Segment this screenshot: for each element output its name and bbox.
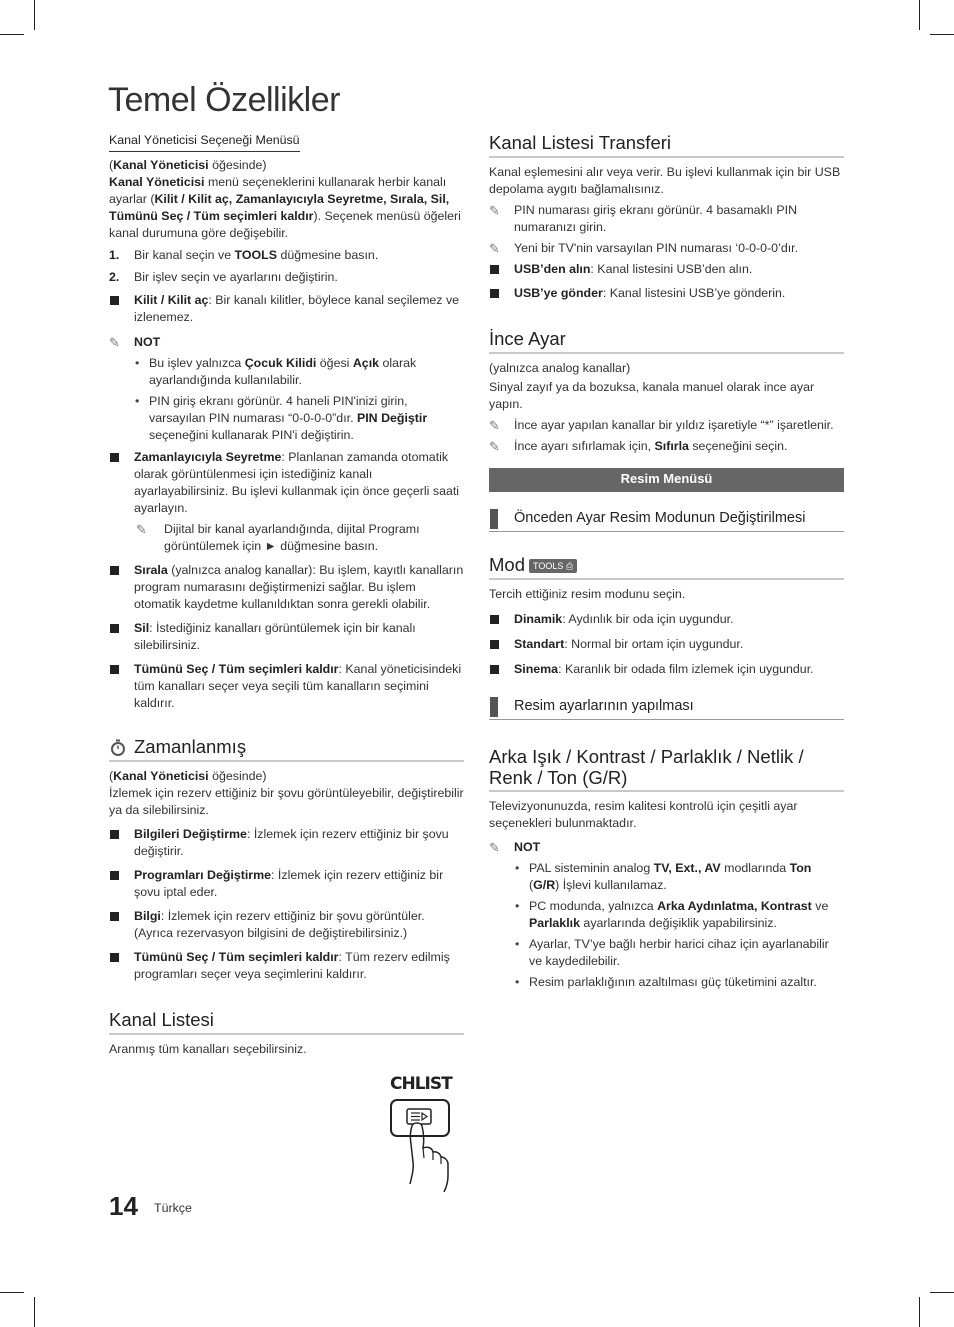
kanal-listesi-text: Aranmış tüm kanalları seçebilirsiniz. xyxy=(109,1042,307,1056)
note-icon: ✎ xyxy=(489,241,500,256)
chlist-label: CHLIST xyxy=(390,1074,452,1094)
page-language: Türkçe xyxy=(154,1201,192,1215)
note-item: ✎ PIN numarası giriş ekranı görünür. 4 basamaklı PIN numaranızı girin. xyxy=(489,203,798,234)
note-icon: ✎ xyxy=(489,418,500,433)
crop-mark xyxy=(930,34,954,35)
note-icon: ✎ xyxy=(136,522,147,537)
section-heading-transfer: Kanal Listesi Transferi xyxy=(489,132,844,158)
context-line: (Kanal Yöneticisi öğesinde) xyxy=(109,158,267,172)
resim-menu-bar: Resim Menüsü xyxy=(489,468,844,492)
page-number: 14 xyxy=(109,1191,138,1221)
note-icon: ✎ xyxy=(109,335,120,350)
note-icon: ✎ xyxy=(489,203,500,218)
page-title: Temel Özellikler xyxy=(108,81,340,119)
list-item: Sil: İstediğiniz kanalları görüntülemek için bir kanalı silebilirsiniz. xyxy=(109,620,464,654)
zamanlanmis-intro: İzlemek için rezerv ettiğiniz bir şovu görüntüleyebilir, değiştirebilir ya da silebilirsiniz. xyxy=(109,786,464,817)
section-heading-zamanlanmis: Zamanlanmış xyxy=(109,736,464,762)
note-item: ✎ İnce ayar yapılan kanallar bir yıldız işaretiyle “*” işaretlenir. xyxy=(489,418,834,433)
note-item: • Resim parlaklığının azaltılması güç tüketimini azaltır. xyxy=(489,974,844,991)
step-item: 2. Bir işlev seçin ve ayarlarını değiştirin. xyxy=(109,270,338,284)
crop-mark xyxy=(34,0,35,30)
crop-mark xyxy=(0,1292,24,1293)
list-item: Zamanlayıcıyla Seyretme: Planlanan zamanda otomatik olarak görüntülenmesi için istediğiniz kanalı ayarlayabilirsiniz. Bu işlevi kullanmak için önce geçerli saati ayarlayın. xyxy=(109,449,464,517)
subsection-title: Kanal Yöneticisi Seçeneği Menüsü xyxy=(109,132,300,152)
ince-intro: Sinyal zayıf ya da bozuksa, kanala manuel olarak ince ayar yapın. xyxy=(489,380,815,411)
transfer-intro: Kanal eşlemesini alır veya verir. Bu işlevi kullanmak için bir USB depolama aygıtı bağlamalısınız. xyxy=(489,165,841,196)
note-item: ✎ Yeni bir TV'nin varsayılan PIN numarası ‘0-0-0-0’dır. xyxy=(489,241,799,256)
note-icon: ✎ xyxy=(489,439,500,454)
intro-text: Kanal Yöneticisi menü seçeneklerini kullanarak herbir kanalı ayarlar (Kilit / Kilit aç, Zamanlayıcıyla Seyretme, Sırala, Sil, Tümünü Seç / Tüm seçimleri kaldır). Seçenek menüsü öğeleri kanal durumuna göre değişebilir. xyxy=(109,175,461,240)
arka-intro: Televizyonunuzda, resim kalitesi kontrolü için çeşitli ayar seçenekleri bulunmaktadır. xyxy=(489,799,798,830)
list-item: Sırala (yalnızca analog kanallar): Bu işlem, kayıtlı kanalların program numarasını değiştirmenizi sağlar. Bu işlem otomatik kaydetme kullanıldıktan sonra gerekli olabilir. xyxy=(109,562,464,613)
section-heading-mod: Mod TOOLS ⎙ xyxy=(489,554,844,580)
step-item: 1. Bir kanal seçin ve TOOLS düğmesine basın. xyxy=(109,248,379,262)
list-item: Dinamik: Aydınlık bir oda için uygundur. xyxy=(489,611,844,628)
list-item: Kilit / Kilit aç: Bir kanalı kilitler, böylece kanal seçilemez ve izlenemez. xyxy=(109,292,464,326)
note-item: • Ayarlar, TV’ye bağlı herbir harici cihaz için ayarlanabilir ve kaydedilebilir. xyxy=(489,936,844,970)
note-item: • PAL sisteminin analog TV, Ext., AV modlarında Ton (G/R) İşlevi kullanılamaz. xyxy=(489,860,844,894)
list-item: Programları Değiştirme: İzlemek için rezerv ettiğiniz bir şovu iptal eder. xyxy=(109,867,464,901)
chlist-remote-illustration xyxy=(386,1072,456,1190)
crop-mark xyxy=(34,1297,35,1327)
clock-icon xyxy=(109,739,127,757)
list-item: Bilgi: İzlemek için rezerv ettiğiniz bir şovu görüntüler. (Ayrıca rezervasyon bilgisini de değiştirebilirsiniz.) xyxy=(109,908,464,942)
crop-mark xyxy=(930,1292,954,1293)
context-line: (Kanal Yöneticisi öğesinde) xyxy=(109,769,267,783)
section-heading-arka-isik: Arka Işık / Kontrast / Parlaklık / Netlik / Renk / Ton (G/R) xyxy=(489,746,844,792)
note-header: ✎ NOT xyxy=(489,840,541,855)
right-column xyxy=(489,132,844,991)
subheading-resim-ayar: Resim ayarlarının yapılması xyxy=(489,696,844,720)
list-item: Bilgileri Değiştirme: İzlemek için rezerv ettiğiniz bir şovu değiştirir. xyxy=(109,826,464,860)
list-item: Standart: Normal bir ortam için uygundur. xyxy=(489,636,844,653)
crop-mark xyxy=(0,34,24,35)
crop-mark xyxy=(919,0,920,30)
note-header: ✎ NOT xyxy=(109,335,161,350)
list-item: Tümünü Seç / Tüm seçimleri kaldır: Kanal yöneticisindeki tüm kanalları seçer veya seçili tüm kanalların seçimini kaldırır. xyxy=(109,661,464,712)
left-column xyxy=(109,132,464,1058)
note-item: • Bu işlev yalnızca Çocuk Kilidi öğesi Açık olarak ayarlandığında kullanılabilir. xyxy=(109,355,464,389)
list-item: Tümünü Seç / Tüm seçimleri kaldır: Tüm rezerv edilmiş programları seçer veya seçimlerini kaldırır. xyxy=(109,949,464,983)
section-heading-kanal-listesi: Kanal Listesi xyxy=(109,1009,464,1035)
subheading-onceden: Önceden Ayar Resim Modunun Değiştirilmesi xyxy=(489,508,844,532)
mod-intro: Tercih ettiğiniz resim modunu seçin. xyxy=(489,587,686,601)
list-item: Sinema: Karanlık bir odada film izlemek için uygundur. xyxy=(489,661,844,678)
note-icon: ✎ xyxy=(489,840,500,855)
list-item: USB’den alın: Kanal listesini USB’den alın. xyxy=(489,261,844,278)
tools-badge: TOOLS ⎙ xyxy=(529,559,577,573)
ince-sub: (yalnızca analog kanallar) xyxy=(489,361,631,375)
crop-mark xyxy=(919,1297,920,1327)
note-item: ✎ İnce ayarı sıfırlamak için, Sıfırla seçeneğini seçin. xyxy=(489,439,788,454)
finger-pressing-button-icon xyxy=(386,1096,456,1192)
list-item: USB’ye gönder: Kanal listesini USB’ye gönderin. xyxy=(489,285,844,302)
note-item: • PIN giriş ekranı görünür. 4 haneli PIN'inizi girin, varsayılan PIN numarası “0-0-0-0”dır. PIN Değiştir seçeneğini kullanarak PIN'i değiştirin. xyxy=(109,393,464,444)
note-item: ✎ Dijital bir kanal ayarlandığında, dijital Programı görüntülemek için ► düğmesine basın. xyxy=(136,522,420,553)
section-heading-ince-ayar: İnce Ayar xyxy=(489,328,844,354)
note-item: • PC modunda, yalnızca Arka Aydınlatma, Kontrast ve Parlaklık ayarlarında değişiklik yapabilirsiniz. xyxy=(489,898,844,932)
